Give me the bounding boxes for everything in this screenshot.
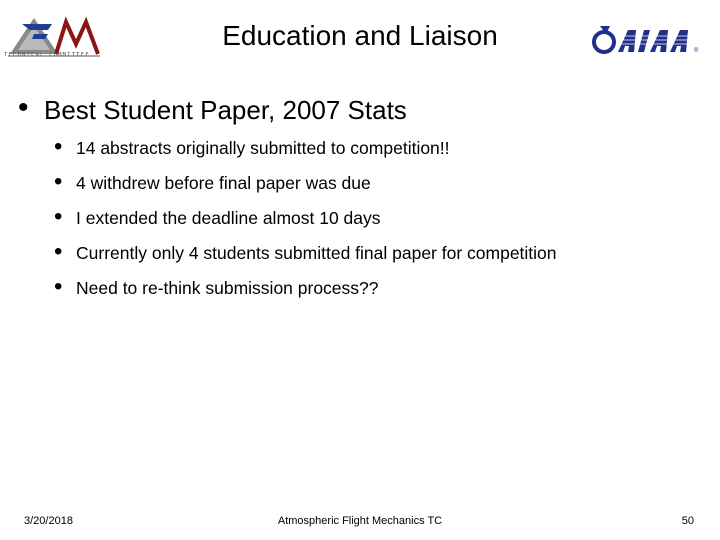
sub-bullet-text: Need to re-think submission process??	[76, 278, 379, 298]
sub-bullet-text: 14 abstracts originally submitted to competition!!	[76, 138, 450, 158]
list-item	[54, 203, 557, 241]
sub-bullet-text: I extended the deadline almost 10 days	[76, 208, 381, 228]
list-item	[54, 168, 557, 206]
page-number: 50	[681, 515, 694, 527]
aiaa-logo-icon	[590, 22, 712, 58]
main-bullet-text: Best Student Paper, 2007 Stats	[44, 95, 407, 125]
logo-caption: TECHNICAL COMMITTEE	[4, 52, 90, 58]
footer-date: 3/20/2018	[24, 515, 73, 527]
footer-title: Atmospheric Flight Mechanics TC	[277, 515, 443, 527]
list-item	[54, 273, 557, 311]
slide-title: Education and Liaison	[222, 20, 498, 51]
svg-text:®: ®	[694, 48, 699, 54]
list-item	[54, 133, 557, 171]
bullet-icon: •	[54, 133, 63, 160]
sub-bullet-list	[54, 133, 557, 311]
bullet-icon: •	[18, 91, 29, 124]
bullet-icon: •	[54, 273, 63, 300]
sub-bullet-text: Currently only 4 students submitted final paper for competition	[76, 243, 557, 263]
list-item	[54, 238, 557, 276]
bullet-icon: •	[54, 168, 63, 195]
main-bullet	[18, 91, 407, 126]
sub-bullet-text: 4 withdrew before final paper was due	[76, 173, 371, 193]
bullet-icon: •	[54, 238, 63, 265]
bullet-icon: •	[54, 203, 63, 230]
